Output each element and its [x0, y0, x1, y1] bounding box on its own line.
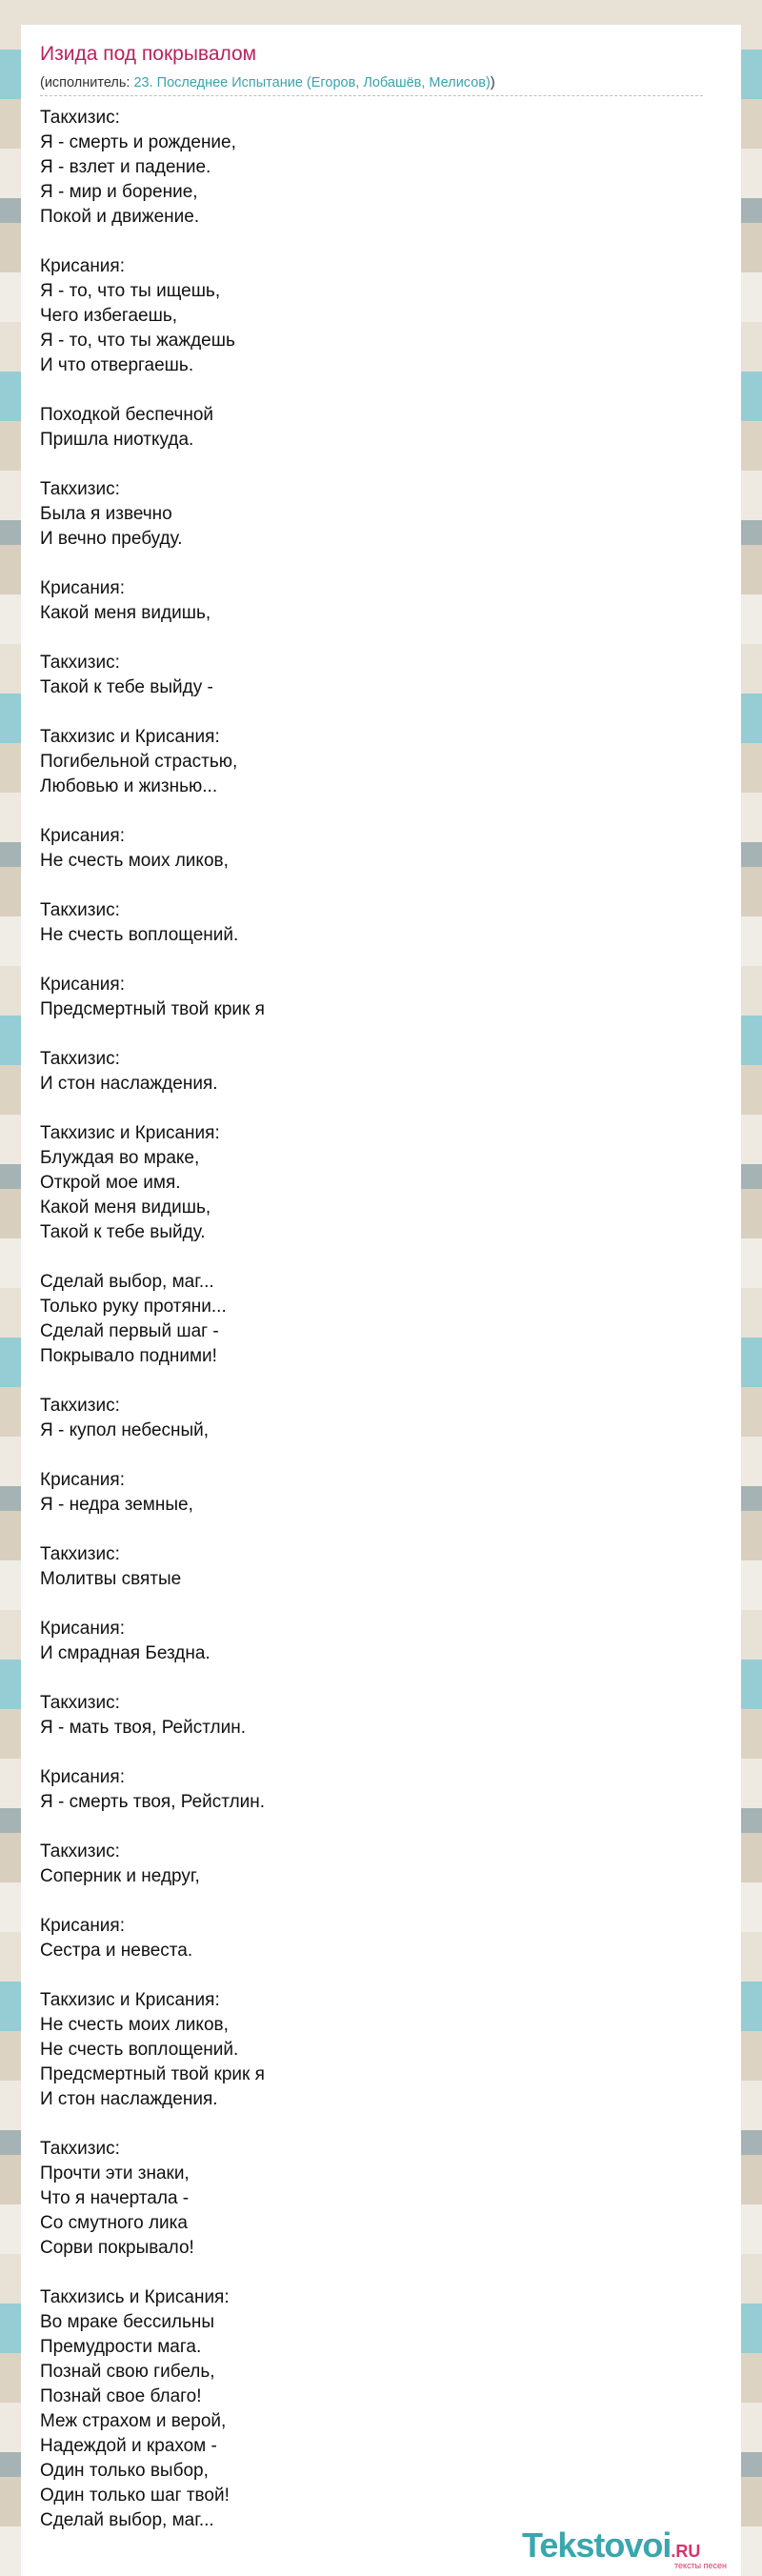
header-divider	[40, 95, 703, 96]
logo-tagline: тексты песен	[674, 2561, 728, 2570]
logo-tld: .RU	[671, 2542, 701, 2561]
logo-name: Tekstovoi	[522, 2526, 672, 2565]
song-title: Изида под покрывалом	[40, 43, 257, 65]
performer-prefix: (исполнитель:	[40, 75, 134, 91]
site-logo[interactable]	[522, 2526, 728, 2570]
lyrics-card	[21, 25, 741, 2576]
performer-line	[40, 74, 741, 91]
performer-suffix: )	[490, 75, 495, 91]
lyrics-text: Такхизис: Я - смерть и рождение, Я - взлет и падение. Я - мир и борение, Покой и движение. Крисания: Я - то, что ты ищешь, Чего избегаешь, Я - то, что ты жаждешь И что отвергаешь. Походкой беспечной Пришла ниоткуда. Такхизис: Была я извечно И вечно пребуду. Крисания: Какой меня видишь, Такхизис: Такой к тебе выйду - Такхизис и Крисания: Погибельной страстью, Любовью и жизнью... Крисания: Не счесть моих ликов, Такхизис: Не счесть воплощений. Крисания: Предсмертный твой крик я Такхизис: И стон наслаждения. Такхизис и Крисания: Блуждая во мраке, Открой мое имя. Какой меня видишь, Такой к тебе выйду. Сделай выбор, маг... Только руку протяни... Сделай первый шаг - Покрывало подними! Такхизис: Я - купол небесный, Крисания: Я - недра земные, Такхизис: Молитвы святые Крисания: И смрадная Бездна. Такхизис: Я - мать твоя, Рейстлин. Крисания: Я - смерть твоя, Рейстлин. Такхизис: Соперник и недруг, Крисания: Сестра и невеста. Такхизис и Крисания: Не счесть моих ликов, Не счесть воплощений. Предсмертный твой крик я И стон наслаждения. Такхизис: Прочти эти знаки, Что я начертала - Со смутного лика Сорви покрывало! Такхизись и Крисания: Во мраке бессильны Премудрости мага. Познай свою гибель, Познай свое благо! Меж страхом и верой, Надеждой и крахом - Один только выбор, Один только шаг твой! Сделай выбор, маг...	[40, 108, 266, 2530]
performer-link[interactable]: 23. Последнее Испытание (Егоров, Лобашёв, Мелисов)	[133, 75, 491, 91]
